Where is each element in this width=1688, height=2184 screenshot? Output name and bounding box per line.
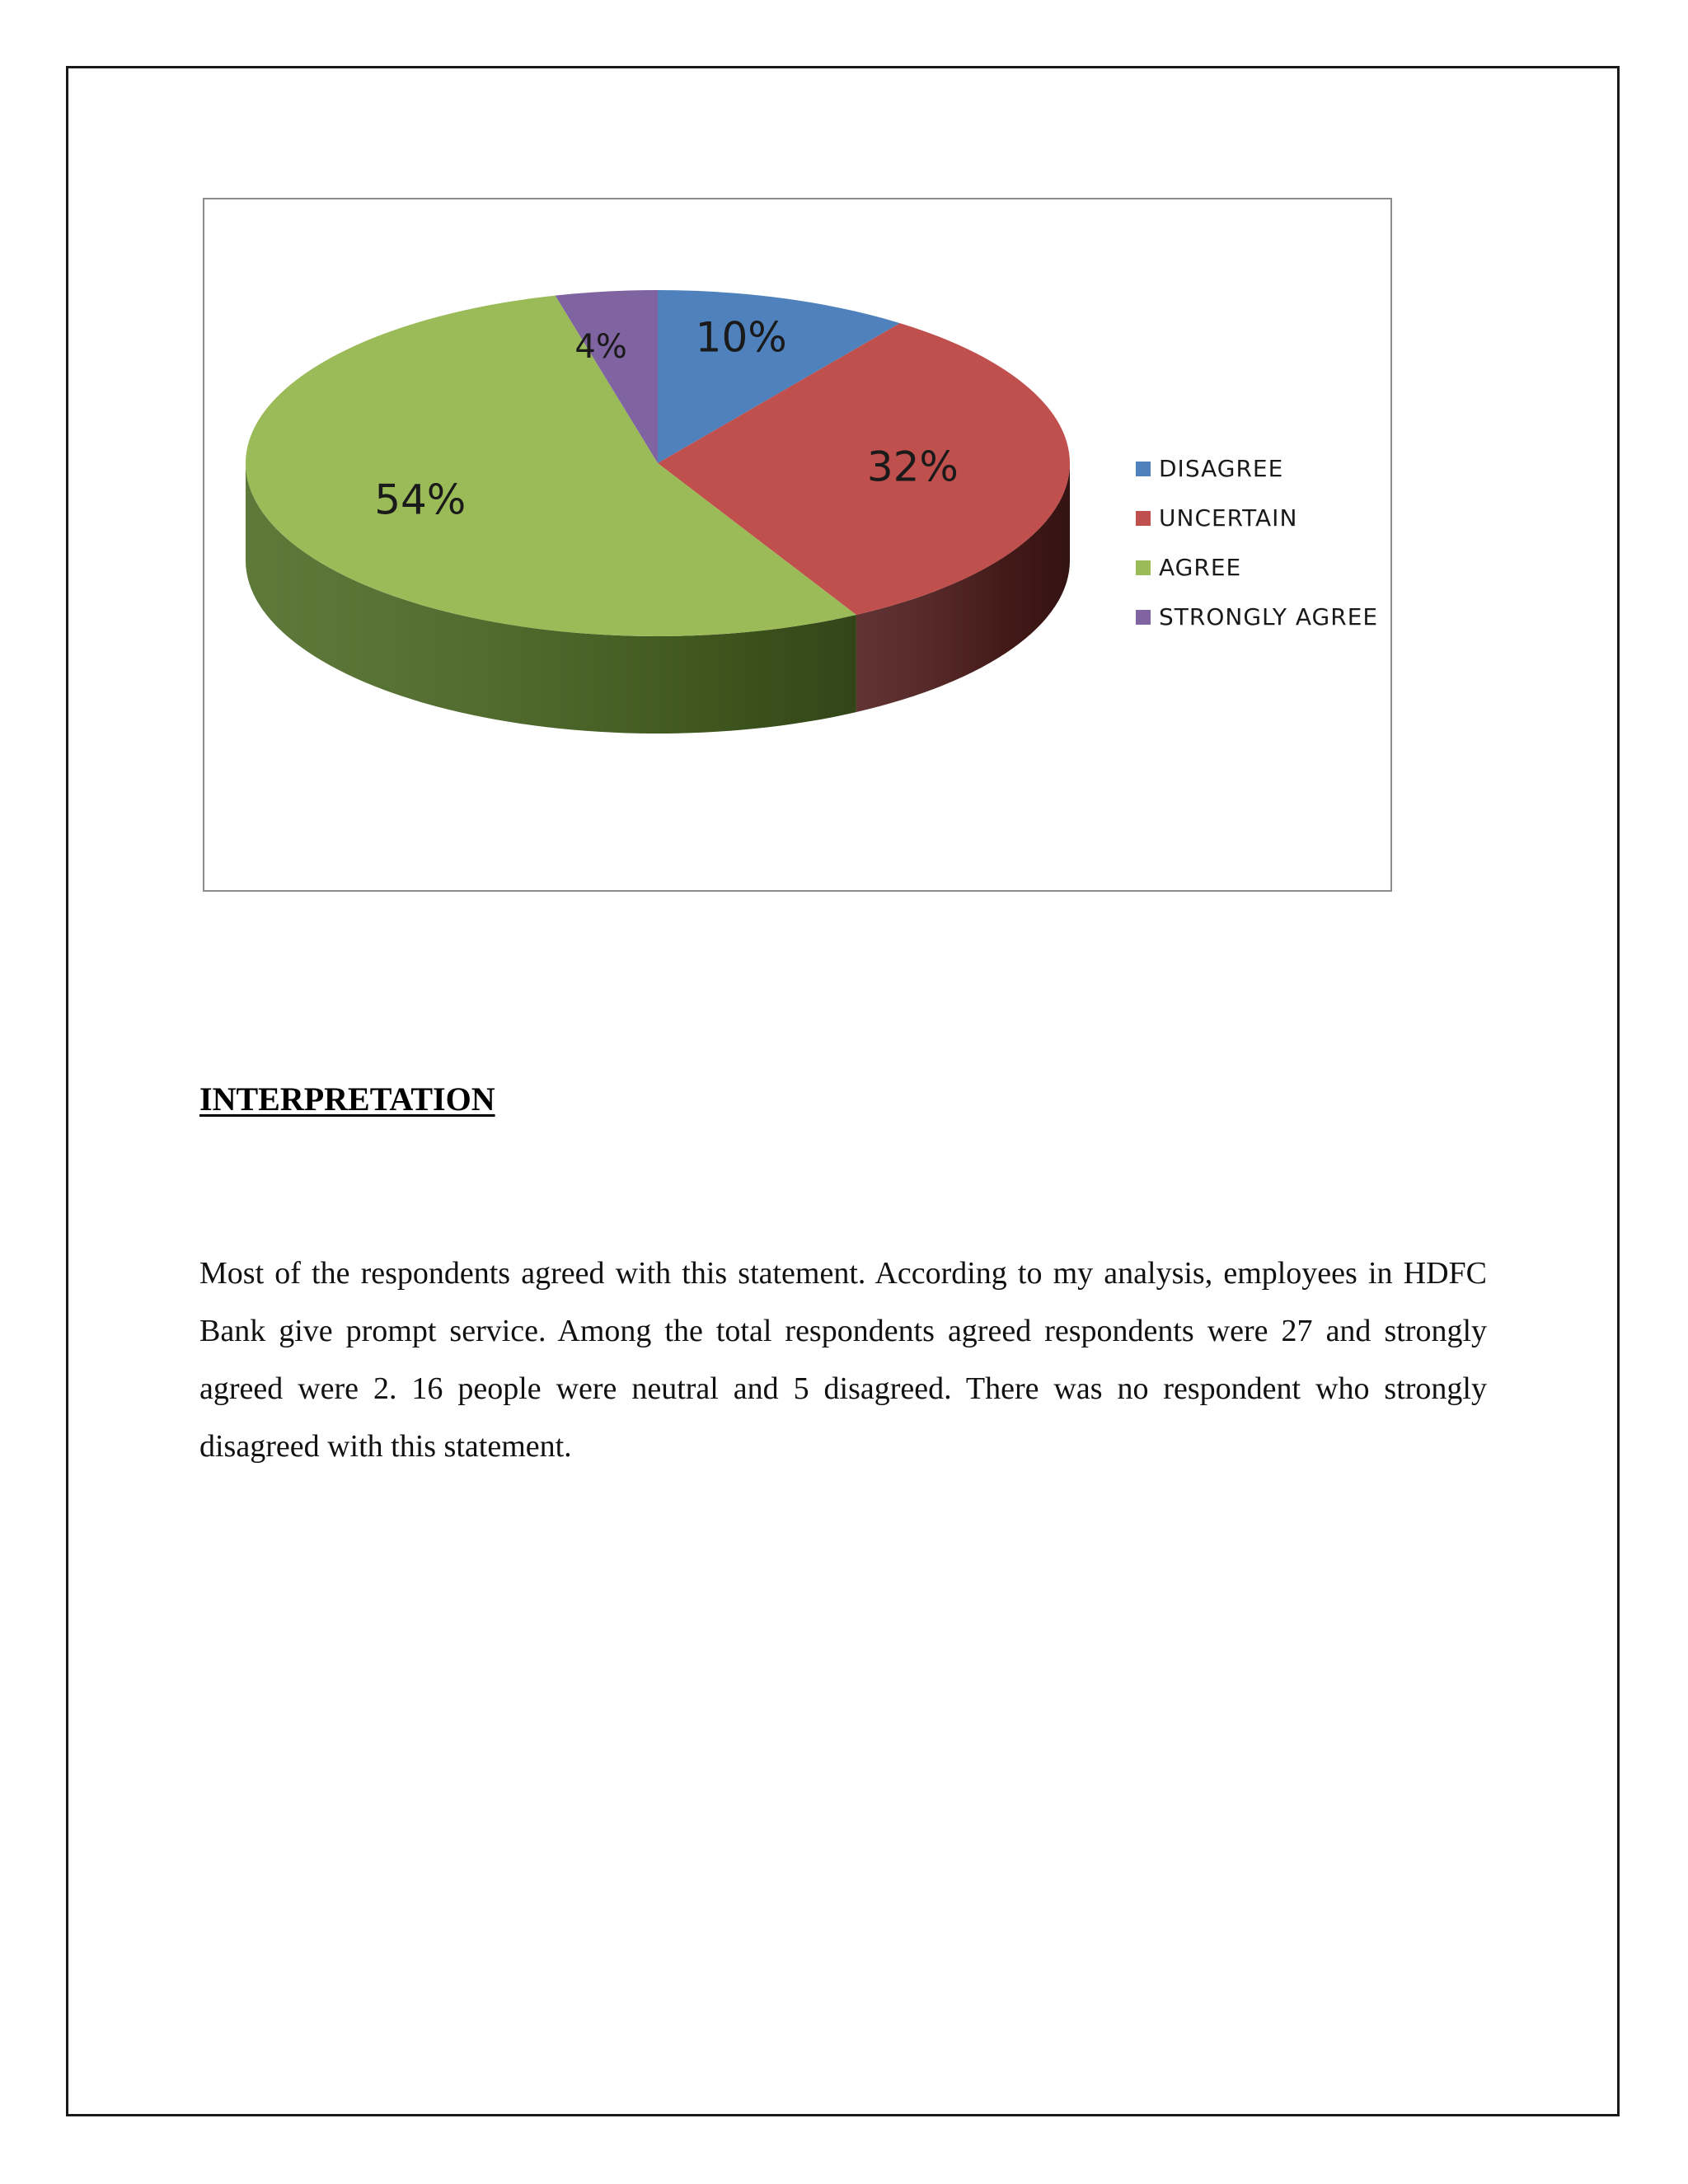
legend-label-strongly-agree: STRONGLY AGREE xyxy=(1159,603,1379,630)
legend-label-disagree: DISAGREE xyxy=(1159,455,1284,482)
pie-chart xyxy=(204,199,1390,890)
data-label-disagree: 10% xyxy=(695,313,787,362)
legend-swatch-uncertain xyxy=(1136,511,1151,526)
data-label-strongly-agree: 4% xyxy=(574,327,627,366)
interpretation-paragraph: Most of the respondents agreed with this statement. According to my analysis, employees in HDFC Bank give prompt service. Among the total respondents agreed respondents were 27 and strongly agreed were 2. 16 people were neutral and 5 disagreed. There was no respondent who strongly disagreed with this statement. xyxy=(199,1256,1487,1464)
legend-label-uncertain: UNCERTAIN xyxy=(1159,504,1298,532)
legend-swatch-agree xyxy=(1136,560,1151,575)
legend-label-agree: AGREE xyxy=(1159,554,1242,581)
interpretation-heading: INTERPRETATION xyxy=(199,1080,495,1118)
data-label-agree: 54% xyxy=(374,476,467,524)
data-label-uncertain: 32% xyxy=(866,443,959,491)
chart-frame xyxy=(203,198,1392,892)
legend-swatch-strongly-agree xyxy=(1136,610,1151,625)
chart-legend xyxy=(1136,455,1378,630)
legend-swatch-disagree xyxy=(1136,462,1151,476)
